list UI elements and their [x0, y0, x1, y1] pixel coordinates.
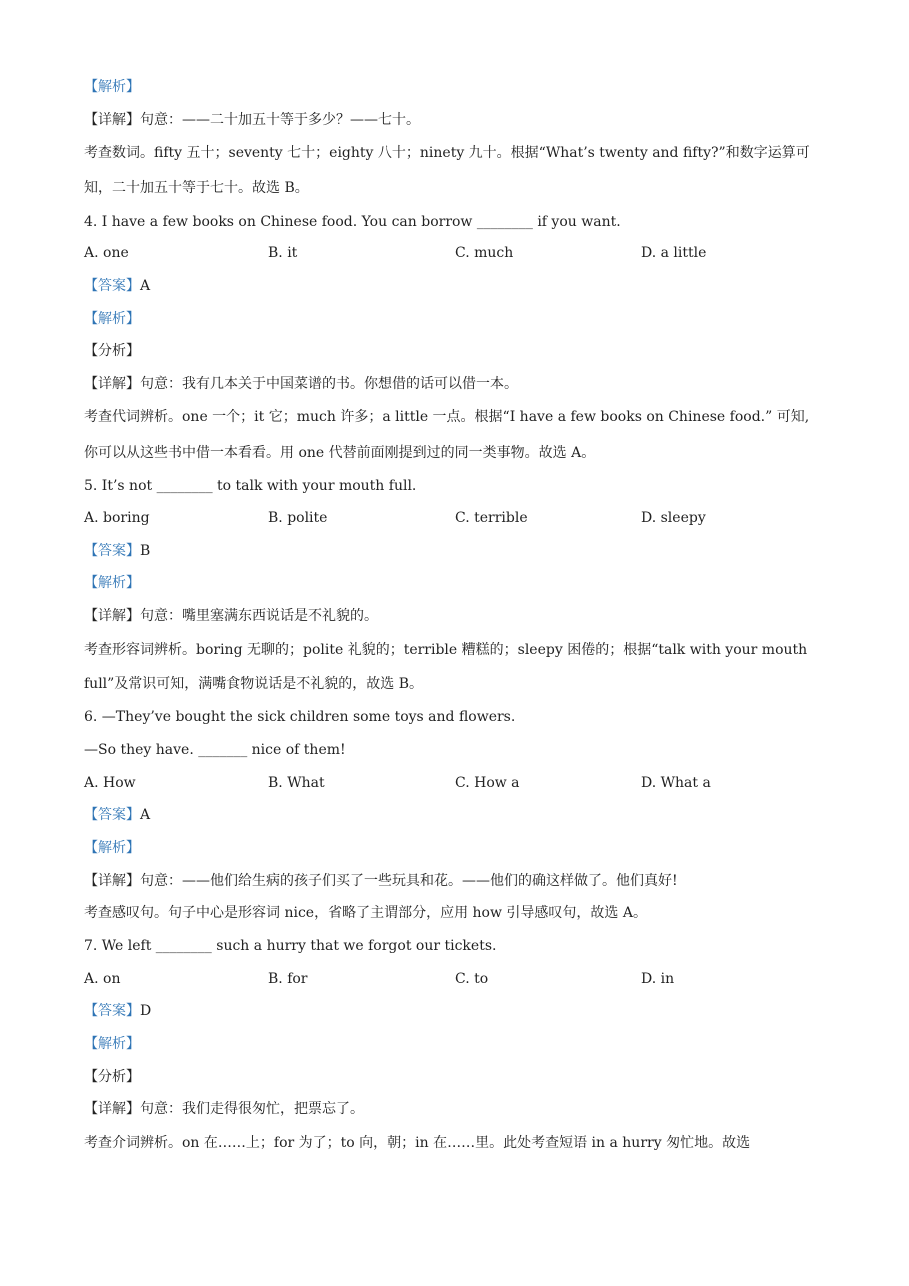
detail-line: 【详解】句意：我们走得很匆忙，把票忘了。: [84, 1101, 364, 1117]
option-d: D. sleepy: [641, 510, 706, 526]
option-b: B. polite: [268, 510, 328, 526]
option-a: A. How: [84, 775, 136, 791]
option-c: C. terrible: [455, 510, 528, 526]
option-d: D. a little: [641, 245, 707, 261]
explanation-line: 考查形容词辨析。boring 无聊的；polite 礼貌的；terrible 糟糕的；sleepy 困倦的；根据“talk with your mouth: [84, 642, 808, 658]
answer-line: 【答案】A: [84, 807, 151, 823]
question-7: 7. We left ________ such a hurry that we forgot our tickets.: [84, 938, 497, 954]
analysis-tag: 【解析】: [84, 311, 140, 327]
analysis-tag: 【解析】: [84, 840, 140, 856]
explanation-line: 考查数词。fifty 五十；seventy 七十；eighty 八十；ninety 九十。根据“What’s twenty and fifty?”和数字运算可: [84, 145, 810, 161]
question-7-options: [84, 969, 844, 989]
question-6-line-2: —So they have. _______ nice of them!: [84, 742, 346, 758]
detail-line: 【详解】句意：——二十加五十等于多少？——七十。: [84, 112, 420, 128]
question-6-options: [84, 773, 844, 793]
explanation-line: 你可以从这些书中借一本看看。用 one 代替前面刚提到过的同一类事物。故选 A。: [84, 445, 596, 461]
option-c: C. to: [455, 971, 489, 987]
explanation-line: full”及常识可知，满嘴食物说话是不礼貌的，故选 B。: [84, 676, 424, 692]
question-6: 6. —They’ve bought the sick children some toys and flowers.: [84, 709, 516, 725]
explanation-line: 考查代词辨析。one 一个；it 它；much 许多；a little 一点。根据“I have a few books on Chinese food.” 可知,: [84, 409, 810, 425]
analysis-heading: 【分析】: [84, 1069, 140, 1085]
detail-line: 【详解】句意：我有几本关于中国菜谱的书。你想借的话可以借一本。: [84, 376, 518, 392]
question-5-options: [84, 508, 844, 528]
detail-line: 【详解】句意：——他们给生病的孩子们买了一些玩具和花。——他们的确这样做了。他们真好!: [84, 873, 678, 889]
detail-line: 【详解】句意：嘴里塞满东西说话是不礼貌的。: [84, 608, 378, 624]
explanation-line: 考查介词辨析。on 在……上；for 为了；to 向，朝；in 在……里。此处考查短语 in a hurry 匆忙地。故选: [84, 1135, 751, 1151]
analysis-heading: 【分析】: [84, 343, 140, 359]
option-a: A. boring: [84, 510, 150, 526]
option-a: A. one: [84, 245, 129, 261]
question-4: 4. I have a few books on Chinese food. You can borrow ________ if you want.: [84, 214, 621, 230]
option-b: B. it: [268, 245, 298, 261]
answer-line: 【答案】B: [84, 543, 151, 559]
option-d: D. in: [641, 971, 675, 987]
question-4-options: [84, 243, 844, 263]
option-d: D. What a: [641, 775, 711, 791]
option-a: A. on: [84, 971, 121, 987]
option-b: B. for: [268, 971, 308, 987]
analysis-tag: 【解析】: [84, 575, 140, 591]
analysis-tag: 【解析】: [84, 1036, 140, 1052]
analysis-tag: 【解析】: [84, 79, 140, 95]
option-c: C. How a: [455, 775, 520, 791]
explanation-line: 考查感叹句。句子中心是形容词 nice，省略了主谓部分，应用 how 引导感叹句，故选 A。: [84, 905, 647, 921]
question-5: 5. It’s not ________ to talk with your mouth full.: [84, 478, 417, 494]
option-b: B. What: [268, 775, 325, 791]
answer-line: 【答案】A: [84, 278, 151, 294]
explanation-line: 知，二十加五十等于七十。故选 B。: [84, 180, 309, 196]
answer-line: 【答案】D: [84, 1003, 152, 1019]
option-c: C. much: [455, 245, 514, 261]
